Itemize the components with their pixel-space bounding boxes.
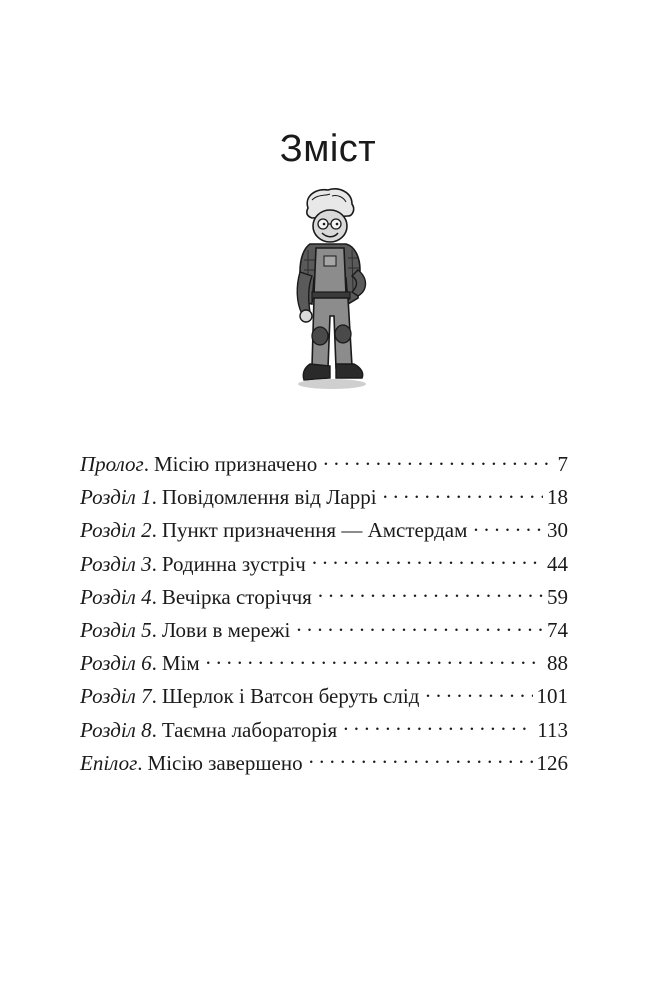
character-illustration bbox=[282, 186, 378, 398]
toc-entry-title: Шерлок і Ватсон беруть слід bbox=[161, 684, 420, 709]
dot-leader bbox=[343, 716, 533, 737]
page-title: Зміст bbox=[279, 128, 377, 170]
dot-leader bbox=[312, 550, 543, 571]
toc-entry-title: Лови в мережі bbox=[161, 617, 291, 642]
toc-entry-chapter-5[interactable]: Розділ 5 . Лови в мережі . . . 74 bbox=[80, 614, 568, 647]
toc-entry-chapter-7[interactable]: Розділ 7 . Шерлок і Ватсон беруть слід . . . 101 bbox=[80, 680, 568, 713]
dot-leader bbox=[383, 483, 543, 504]
toc-entry-label: Розділ 3 bbox=[80, 551, 152, 576]
toc-entry-epilogue[interactable]: Епілог . Місію завершено . . . 126 bbox=[80, 747, 568, 780]
toc-entry-page: 44 bbox=[547, 551, 568, 576]
toc-entry-title: Вечірка сторіччя bbox=[161, 584, 312, 609]
toc-entry-title: Таємна лабораторія bbox=[161, 717, 338, 742]
toc-entry-label: Розділ 2 bbox=[80, 518, 152, 543]
table-of-contents bbox=[80, 448, 568, 780]
toc-entry-title: Пункт призначення — Амстердам bbox=[161, 518, 468, 543]
toc-entry-prologue[interactable]: Пролог . Місію призначено . . . 7 bbox=[80, 448, 568, 481]
toc-entry-page: 74 bbox=[547, 617, 568, 642]
toc-entry-page: 59 bbox=[547, 584, 568, 609]
toc-entry-chapter-4[interactable]: Розділ 4 . Вечірка сторіччя . . . 59 bbox=[80, 581, 568, 614]
toc-entry-page: 18 bbox=[547, 485, 568, 510]
toc-entry-label: Розділ 5 bbox=[80, 617, 152, 642]
toc-entry-chapter-2[interactable]: Розділ 2 . Пункт призначення — Амстердам . . . 30 bbox=[80, 514, 568, 547]
dot-leader bbox=[473, 516, 543, 537]
toc-entry-label: Розділ 6 bbox=[80, 651, 152, 676]
toc-entry-chapter-3[interactable]: Розділ 3 . Родинна зустріч . . . 44 bbox=[80, 548, 568, 581]
toc-entry-chapter-6[interactable]: Розділ 6 . Мім . . . 88 bbox=[80, 647, 568, 680]
toc-entry-title: Родинна зустріч bbox=[161, 551, 306, 576]
dot-leader bbox=[425, 682, 532, 703]
toc-entry-page: 126 bbox=[536, 750, 568, 775]
toc-entry-label: Епілог bbox=[80, 750, 138, 775]
toc-entry-title: Місію завершено bbox=[147, 750, 303, 775]
toc-entry-label: Розділ 8 bbox=[80, 717, 152, 742]
toc-entry-page: 30 bbox=[547, 518, 568, 543]
dot-leader bbox=[309, 749, 533, 770]
toc-entry-label: Розділ 4 bbox=[80, 584, 152, 609]
dot-leader bbox=[323, 450, 550, 471]
toc-entry-chapter-1[interactable]: Розділ 1 . Повідомлення від Ларрі . . . 18 bbox=[80, 481, 568, 514]
dot-leader bbox=[206, 649, 543, 670]
toc-entry-label: Розділ 1 bbox=[80, 485, 152, 510]
dot-leader bbox=[296, 616, 543, 637]
toc-entry-page: 88 bbox=[547, 651, 568, 676]
toc-entry-title: Мім bbox=[161, 651, 200, 676]
toc-entry-label: Розділ 7 bbox=[80, 684, 152, 709]
toc-entry-page: 101 bbox=[536, 684, 568, 709]
toc-entry-title: Повідомлення від Ларрі bbox=[161, 485, 377, 510]
toc-entry-page: 7 bbox=[557, 452, 568, 476]
toc-entry-chapter-8[interactable]: Розділ 8 . Таємна лабораторія . . . 113 bbox=[80, 714, 568, 747]
dot-leader bbox=[318, 583, 543, 604]
toc-entry-page: 113 bbox=[537, 717, 568, 742]
toc-entry-label: Пролог bbox=[80, 452, 144, 476]
toc-entry-title: Місію призначено bbox=[154, 452, 318, 476]
